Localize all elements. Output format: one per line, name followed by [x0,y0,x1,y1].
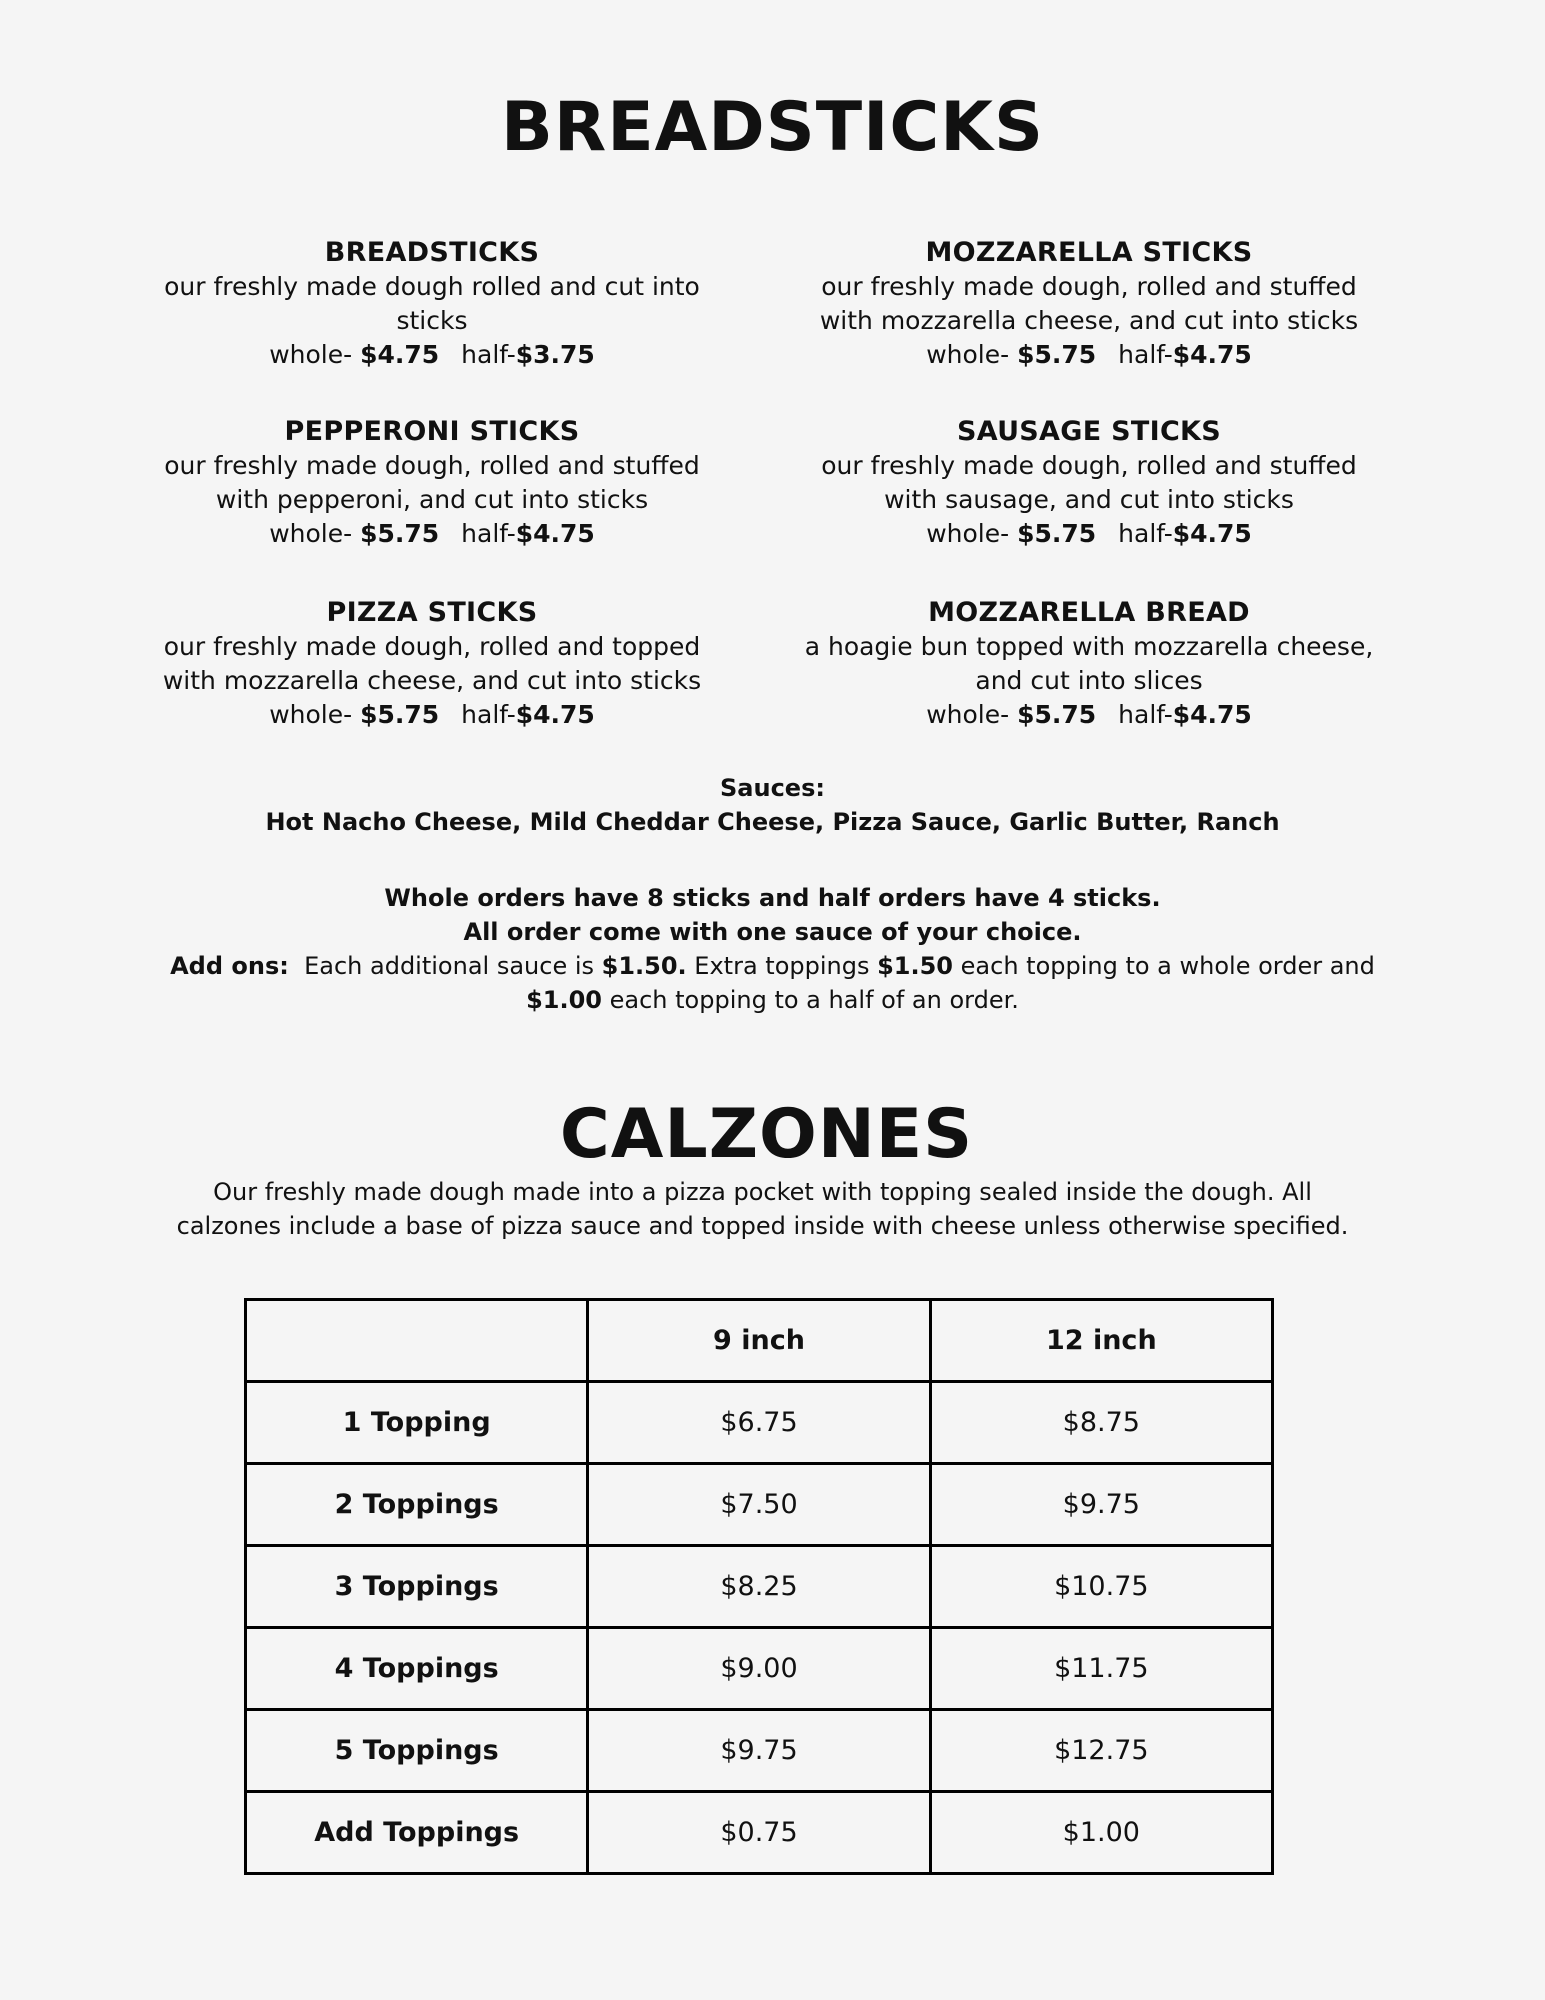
calzone-price-table [244,1298,1274,1875]
whole-price: $4.75 [360,340,440,369]
row-label: 1 Topping [246,1382,588,1464]
menu-item-breadsticks [117,236,747,372]
table-row [246,1710,1273,1792]
price-9-inch: $9.00 [588,1628,930,1710]
half-price: $4.75 [515,519,595,548]
add-ons-note: Add ons: Each additional sauce is $1.50. Extra toppings $1.50 each topping to a whole order and $1.00 each topping to a half of an order. [170,952,1383,1014]
item-name: MOZZARELLA BREAD [928,597,1250,628]
row-label: 5 Toppings [246,1710,588,1792]
breadsticks-heading: BREADSTICKS [501,88,1044,167]
whole-price: $5.75 [360,519,440,548]
price-12-inch: $9.75 [930,1464,1272,1546]
item-prices: whole- $5.75 half-$4.75 [926,519,1252,548]
half-price: $3.75 [515,340,595,369]
table-row [246,1628,1273,1710]
table-header-blank [246,1300,588,1382]
price-12-inch: $8.75 [930,1382,1272,1464]
row-label: 2 Toppings [246,1464,588,1546]
table-row [246,1382,1273,1464]
item-name: SAUSAGE STICKS [956,416,1222,447]
item-description: our freshly made dough, rolled and topped with mozzarella cheese, and cut into sticks [162,632,702,695]
table-header-row [246,1300,1273,1382]
menu-item-mozzarella-bread [774,596,1404,732]
item-description: our freshly made dough, rolled and stuffed with sausage, and cut into sticks [821,451,1357,514]
sauces-label: Sauces: [720,774,825,802]
whole-price: $5.75 [1017,519,1097,548]
price-12-inch: $10.75 [930,1546,1272,1628]
price-12-inch: $11.75 [930,1628,1272,1710]
sauces-section [0,771,1545,839]
table-row [246,1464,1273,1546]
item-name: MOZZARELLA STICKS [925,237,1253,268]
calzones-heading: CALZONES [559,1095,974,1174]
item-description: our freshly made dough rolled and cut into sticks [164,272,700,335]
whole-price: $5.75 [1017,340,1097,369]
item-description: our freshly made dough, rolled and stuffed with mozzarella cheese, and cut into sticks [819,272,1359,335]
price-12-inch: $12.75 [930,1710,1272,1792]
item-prices: whole- $4.75 half-$3.75 [269,340,595,369]
half-price: $4.75 [1172,340,1252,369]
menu-item-pizza-sticks [117,596,747,732]
item-description: a hoagie bun topped with mozzarella cheese, and cut into slices [804,632,1374,695]
price-9-inch: $9.75 [588,1710,930,1792]
price-12-inch: $1.00 [930,1792,1272,1874]
row-label: 3 Toppings [246,1546,588,1628]
half-price: $4.75 [515,700,595,729]
table-row [246,1546,1273,1628]
menu-item-pepperoni-sticks [117,415,747,551]
item-name: PIZZA STICKS [326,597,538,628]
item-prices: whole- $5.75 half-$4.75 [269,700,595,729]
price-9-inch: $8.25 [588,1546,930,1628]
sticks-count-note: Whole orders have 8 sticks and half orders have 4 sticks. [384,884,1161,912]
item-prices: whole- $5.75 half-$4.75 [926,340,1252,369]
item-prices: whole- $5.75 half-$4.75 [926,700,1252,729]
table-row [246,1792,1273,1874]
item-prices: whole- $5.75 half-$4.75 [269,519,595,548]
whole-price: $5.75 [1017,700,1097,729]
sauce-choice-note: All order come with one sauce of your choice. [463,918,1082,946]
order-notes [160,881,1385,1017]
sauces-list: Hot Nacho Cheese, Mild Cheddar Cheese, Pizza Sauce, Garlic Butter, Ranch [265,808,1280,836]
item-name: PEPPERONI STICKS [284,416,580,447]
whole-price: $5.75 [360,700,440,729]
menu-item-mozzarella-sticks [774,236,1404,372]
row-label: Add Toppings [246,1792,588,1874]
item-name: BREADSTICKS [324,237,540,268]
price-9-inch: $0.75 [588,1792,930,1874]
table-header-9-inch: 9 inch [588,1300,930,1382]
price-9-inch: $6.75 [588,1382,930,1464]
row-label: 4 Toppings [246,1628,588,1710]
price-9-inch: $7.50 [588,1464,930,1546]
half-price: $4.75 [1172,700,1252,729]
menu-item-sausage-sticks [774,415,1404,551]
table-header-12-inch: 12 inch [930,1300,1272,1382]
item-description: our freshly made dough, rolled and stuffed with pepperoni, and cut into sticks [164,451,700,514]
add-ons-label: Add ons: [170,952,289,980]
half-price: $4.75 [1172,519,1252,548]
calzones-description: Our freshly made dough made into a pizza pocket with topping sealed inside the dough. All calzones include a base of pizza sauce and topped inside with cheese unless otherwise specified. [176,1178,1349,1240]
